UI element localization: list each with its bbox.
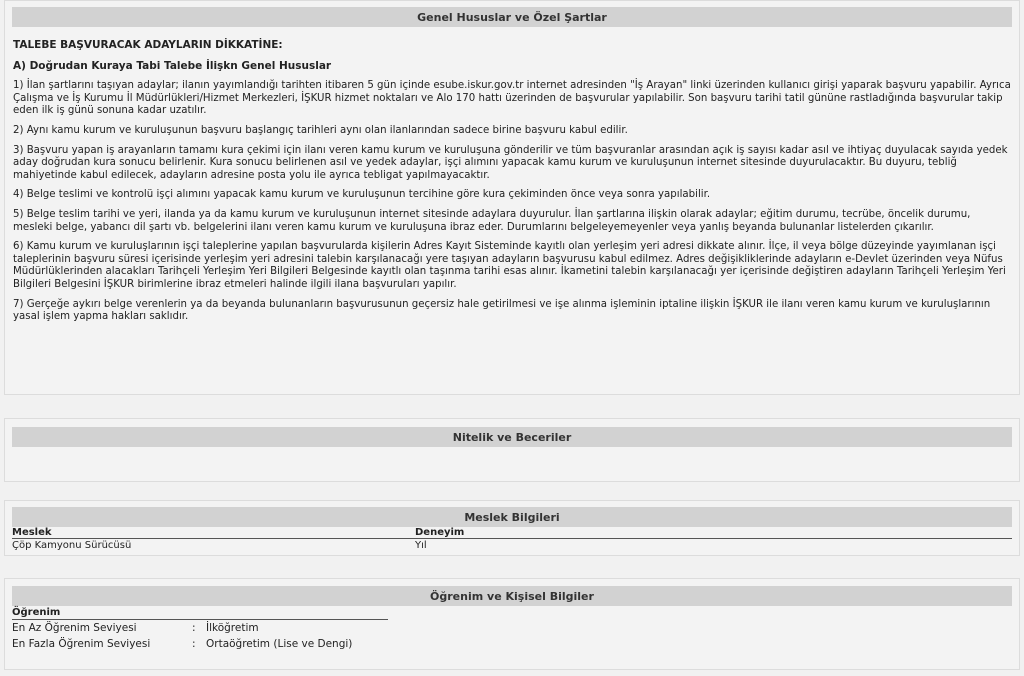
separator: :	[192, 638, 196, 650]
applicant-notice-heading: TALEBE BAŞVURACAK ADAYLARIN DİKKATİNE:	[13, 39, 283, 51]
occupation-header: Meslek Bilgileri	[12, 507, 1012, 527]
rule-paragraph-3: 3) Başvuru yapan iş arayanların tamamı kura çekimi için ilanı veren kamu kurum ve kuruluşuna gönderilir ve tüm başvuranlar arasından açık iş sayısı kadar asıl ve ihtiyaç duyulacak sayıda yedek aday doğrudan kura sonucu belirlenir. Kura sonucu belirlenen asıl ve yedek adaylar, işçi alımını yapacak kamu kurum ve kuruluşunun internet sitesinde duyurulacaktır. Bu duyuru, tebliğ mahiyetinde kabul edilecek, adayların adresine posta yolu ile ayrıca tebligat yapılmayacaktır.	[13, 144, 1008, 181]
general-terms-header: Genel Hususlar ve Özel Şartlar	[12, 7, 1012, 27]
rule-paragraph-5: 5) Belge teslim tarihi ve yeri, ilanda ya da kamu kurum ve kuruluşunun internet sitesinde adaylara duyurulur. İlan şartlarına ilişkin olarak adaylar; eğitim durumu, tecrübe, öncelik durumu, mesleki belge, yabancı dil şartı vb. belgelerini ilanı veren kamu kurum ve kuruluşuna ibraz eder. Durumlarını belgeleyemeyenler veya yanlış beyanda bulunanlar listelerden çıkarılır.	[13, 208, 971, 233]
occupation-table-header	[12, 527, 1012, 539]
min-education-label: En Az Öğrenim Seviyesi	[12, 622, 137, 634]
max-education-value: Ortaöğretim (Lise ve Dengi)	[206, 638, 353, 650]
education-header: Öğrenim ve Kişisel Bilgiler	[12, 586, 1012, 606]
general-terms-panel	[4, 0, 1020, 395]
general-rules-subheading: A) Doğrudan Kuraya Tabi Talebe İlişkn Genel Hususlar	[13, 59, 332, 72]
min-education-value: İlköğretim	[206, 622, 259, 634]
rule-paragraph-4: 4) Belge teslimi ve kontrolü işçi alımını yapacak kamu kurum ve kuruluşunun tercihine göre kura çekiminden önce veya sonra yapılabilir.	[13, 189, 711, 201]
separator: :	[192, 622, 196, 634]
rule-paragraph-6: 6) Kamu kurum ve kuruluşlarının işçi taleplerine yapılan başvurularda kişilerin Adres Kayıt Sisteminde kayıtlı olan yerleşim yeri adresi dikkate alınır. İlçe, il veya bölge düzeyinde yayımlanan işçi taleplerinin başvuru süresi içerisinde yerleşim yeri adresini talebin karşılanacağı yere taşıyan adayların başvurusu kabul edilmez. Adres değişikliklerinde adayların e-Devlet üzerinden veya Nüfus Müdürlüklerinden alacakları Tarihçeli Yerleşim Yeri Bilgileri Belgesinde kayıtlı olan taşınma tarihi esas alınır. İkametini talebin karşılanacağı yer içerisinde değiştiren adayların Tarihçeli Yerleşim Yeri Bilgileri Belgesini İŞKUR birimlerine ibraz etmeleri halinde ilgili ilana başvuruları yapılır.	[13, 241, 1006, 290]
skills-header: Nitelik ve Beceriler	[12, 427, 1012, 447]
skills-panel	[4, 418, 1020, 482]
rule-paragraph-2: 2) Aynı kamu kurum ve kuruluşunun başvuru başlangıç tarihleri aynı olan ilanlarından sadece birine başvuru kabul edilir.	[13, 124, 628, 136]
meslek-value: Çöp Kamyonu Sürücüsü	[12, 540, 132, 551]
education-panel	[4, 578, 1020, 670]
occupation-panel	[4, 500, 1020, 556]
max-education-label: En Fazla Öğrenim Seviyesi	[12, 638, 151, 650]
general-terms-content	[13, 39, 1011, 331]
education-section-title: Öğrenim	[12, 607, 388, 620]
rule-paragraph-1: 1) İlan şartlarını taşıyan adaylar; ilanın yayımlandığı tarihten itibaren 5 gün içinde esube.iskur.gov.tr internet adresinden "İş Arayan" linki üzerinden kullanıcı girişi yaparak başvuru yapabilir. Ayrıca Çalışma ve İş Kurumu İl Müdürlükleri/Hizmet Merkezleri, İŞKUR hizmet noktaları ve Alo 170 hattı üzerinden de başvurular yapılabilir. Son başvuru tarihi tatil gününe rastladığında başvurular takip eden ilk iş günü sonuna kadar uzatılır.	[13, 80, 1011, 117]
deneyim-value: Yıl	[415, 540, 427, 551]
rule-paragraph-7: 7) Gerçeğe aykırı belge verenlerin ya da beyanda bulunanların başvurusunun geçersiz hale getirilmesi ve işe alınma işleminin iptaline ilişkin İŞKUR ile ilanı veren kamu kurum ve kuruluşlarının yasal işlem yapma hakları saklıdır.	[13, 298, 991, 323]
column-header-deneyim: Deneyim	[415, 527, 465, 538]
column-header-meslek: Meslek	[12, 527, 52, 538]
